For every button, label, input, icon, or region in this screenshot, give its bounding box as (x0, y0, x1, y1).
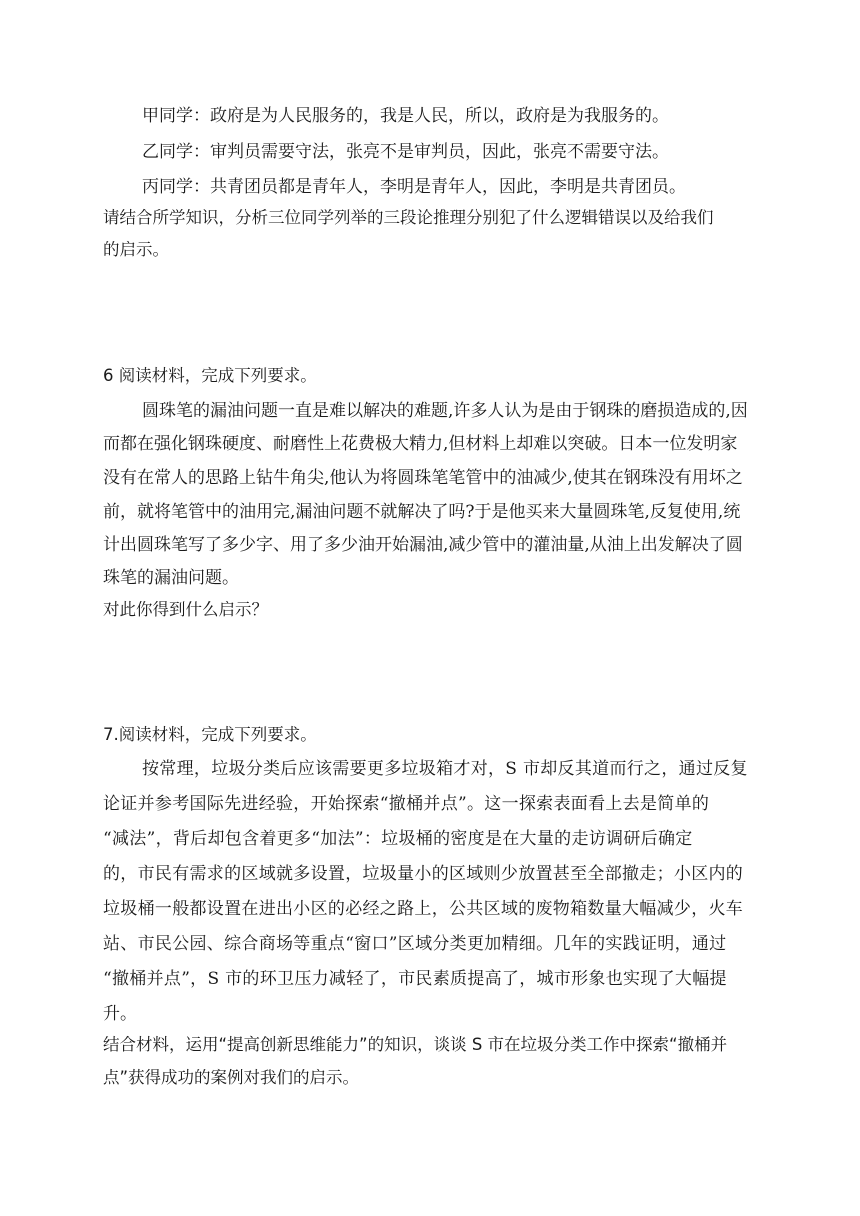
material-7-line-3: “减法”，背后却包含着更多“加法”：垃圾桶的密度是在大量的走访调研后确定 (103, 829, 693, 849)
question-7-line-2: 点”获得成功的案例对我们的启示。 (103, 1068, 360, 1087)
material-6-line-2: 而都在强化钢珠硬度、耐磨性上花费极大精力,但材料上却难以突破。日本一位发明家 (103, 434, 738, 454)
material-6-line-6: 珠笔的漏油问题。 (103, 568, 239, 588)
question-6-text: 对此你得到什么启示？ (103, 600, 268, 619)
material-7-line-7: “撤桶并点”，S 市的环卫压力减轻了，市民素质提高了，城市形象也实现了大幅提 (103, 969, 727, 989)
material-6-line-1: 圆珠笔的漏油问题一直是难以解决的难题,许多人认为是由于钢珠的磨损造成的,因 (142, 401, 748, 421)
question-7-heading: 7.阅读材料，完成下列要求。 (103, 725, 317, 744)
student-a-statement: 甲同学：政府是为人民服务的，我是人民，所以，政府是为我服务的。 (142, 106, 669, 126)
material-7-line-4: 的，市民有需求的区域就多设置，垃圾量小的区域则少放置甚至全部撤走；小区内的 (103, 864, 744, 884)
question-6-heading: 6 阅读材料，完成下列要求。 (103, 366, 317, 385)
material-7-line-6: 站、市民公园、综合商场等重点“窗口”区域分类更加精细。几年的实践证明，通过 (103, 934, 727, 954)
question-5-line-1: 请结合所学知识，分析三位同学列举的三段论推理分别犯了什么逻辑错误以及给我们 (103, 208, 714, 227)
material-6-line-3: 没有在常人的思路上钻牛角尖,他认为将圆珠笔笔管中的油减少,使其在钢珠没有用坏之 (103, 468, 743, 488)
material-7-line-8: 升。 (103, 1004, 137, 1024)
material-6-line-4: 前，就将笔管中的油用完,漏油问题不就解决了吗?于是他买来大量圆珠笔,反复使用,统 (103, 502, 741, 522)
material-6-line-5: 计出圆珠笔写了多少字、用了多少油开始漏油,减少管中的灌油量,从油上出发解决了圆 (103, 535, 743, 555)
student-b-statement: 乙同学：审判员需要守法，张亮不是审判员，因此，张亮不需要守法。 (142, 142, 669, 162)
material-7-line-1: 按常理，垃圾分类后应该需要更多垃圾箱才对，S 市却反其道而行之，通过反复 (142, 759, 748, 779)
question-7-line-1: 结合材料，运用“提高创新思维能力”的知识，谈谈 S 市在垃圾分类工作中探索“撤桶并 (103, 1035, 728, 1054)
student-c-statement: 丙同学：共青团员都是青年人，李明是青年人，因此，李明是共青团员。 (142, 177, 686, 197)
material-7-line-5: 垃圾桶一般都设置在进出小区的必经之路上，公共区域的废物箱数量大幅减少，火车 (103, 899, 744, 919)
question-5-line-2: 的启示。 (103, 240, 169, 259)
material-7-line-2: 论证并参考国际先进经验，开始探索“撤桶并点”。这一探索表面看上去是简单的 (103, 794, 710, 814)
